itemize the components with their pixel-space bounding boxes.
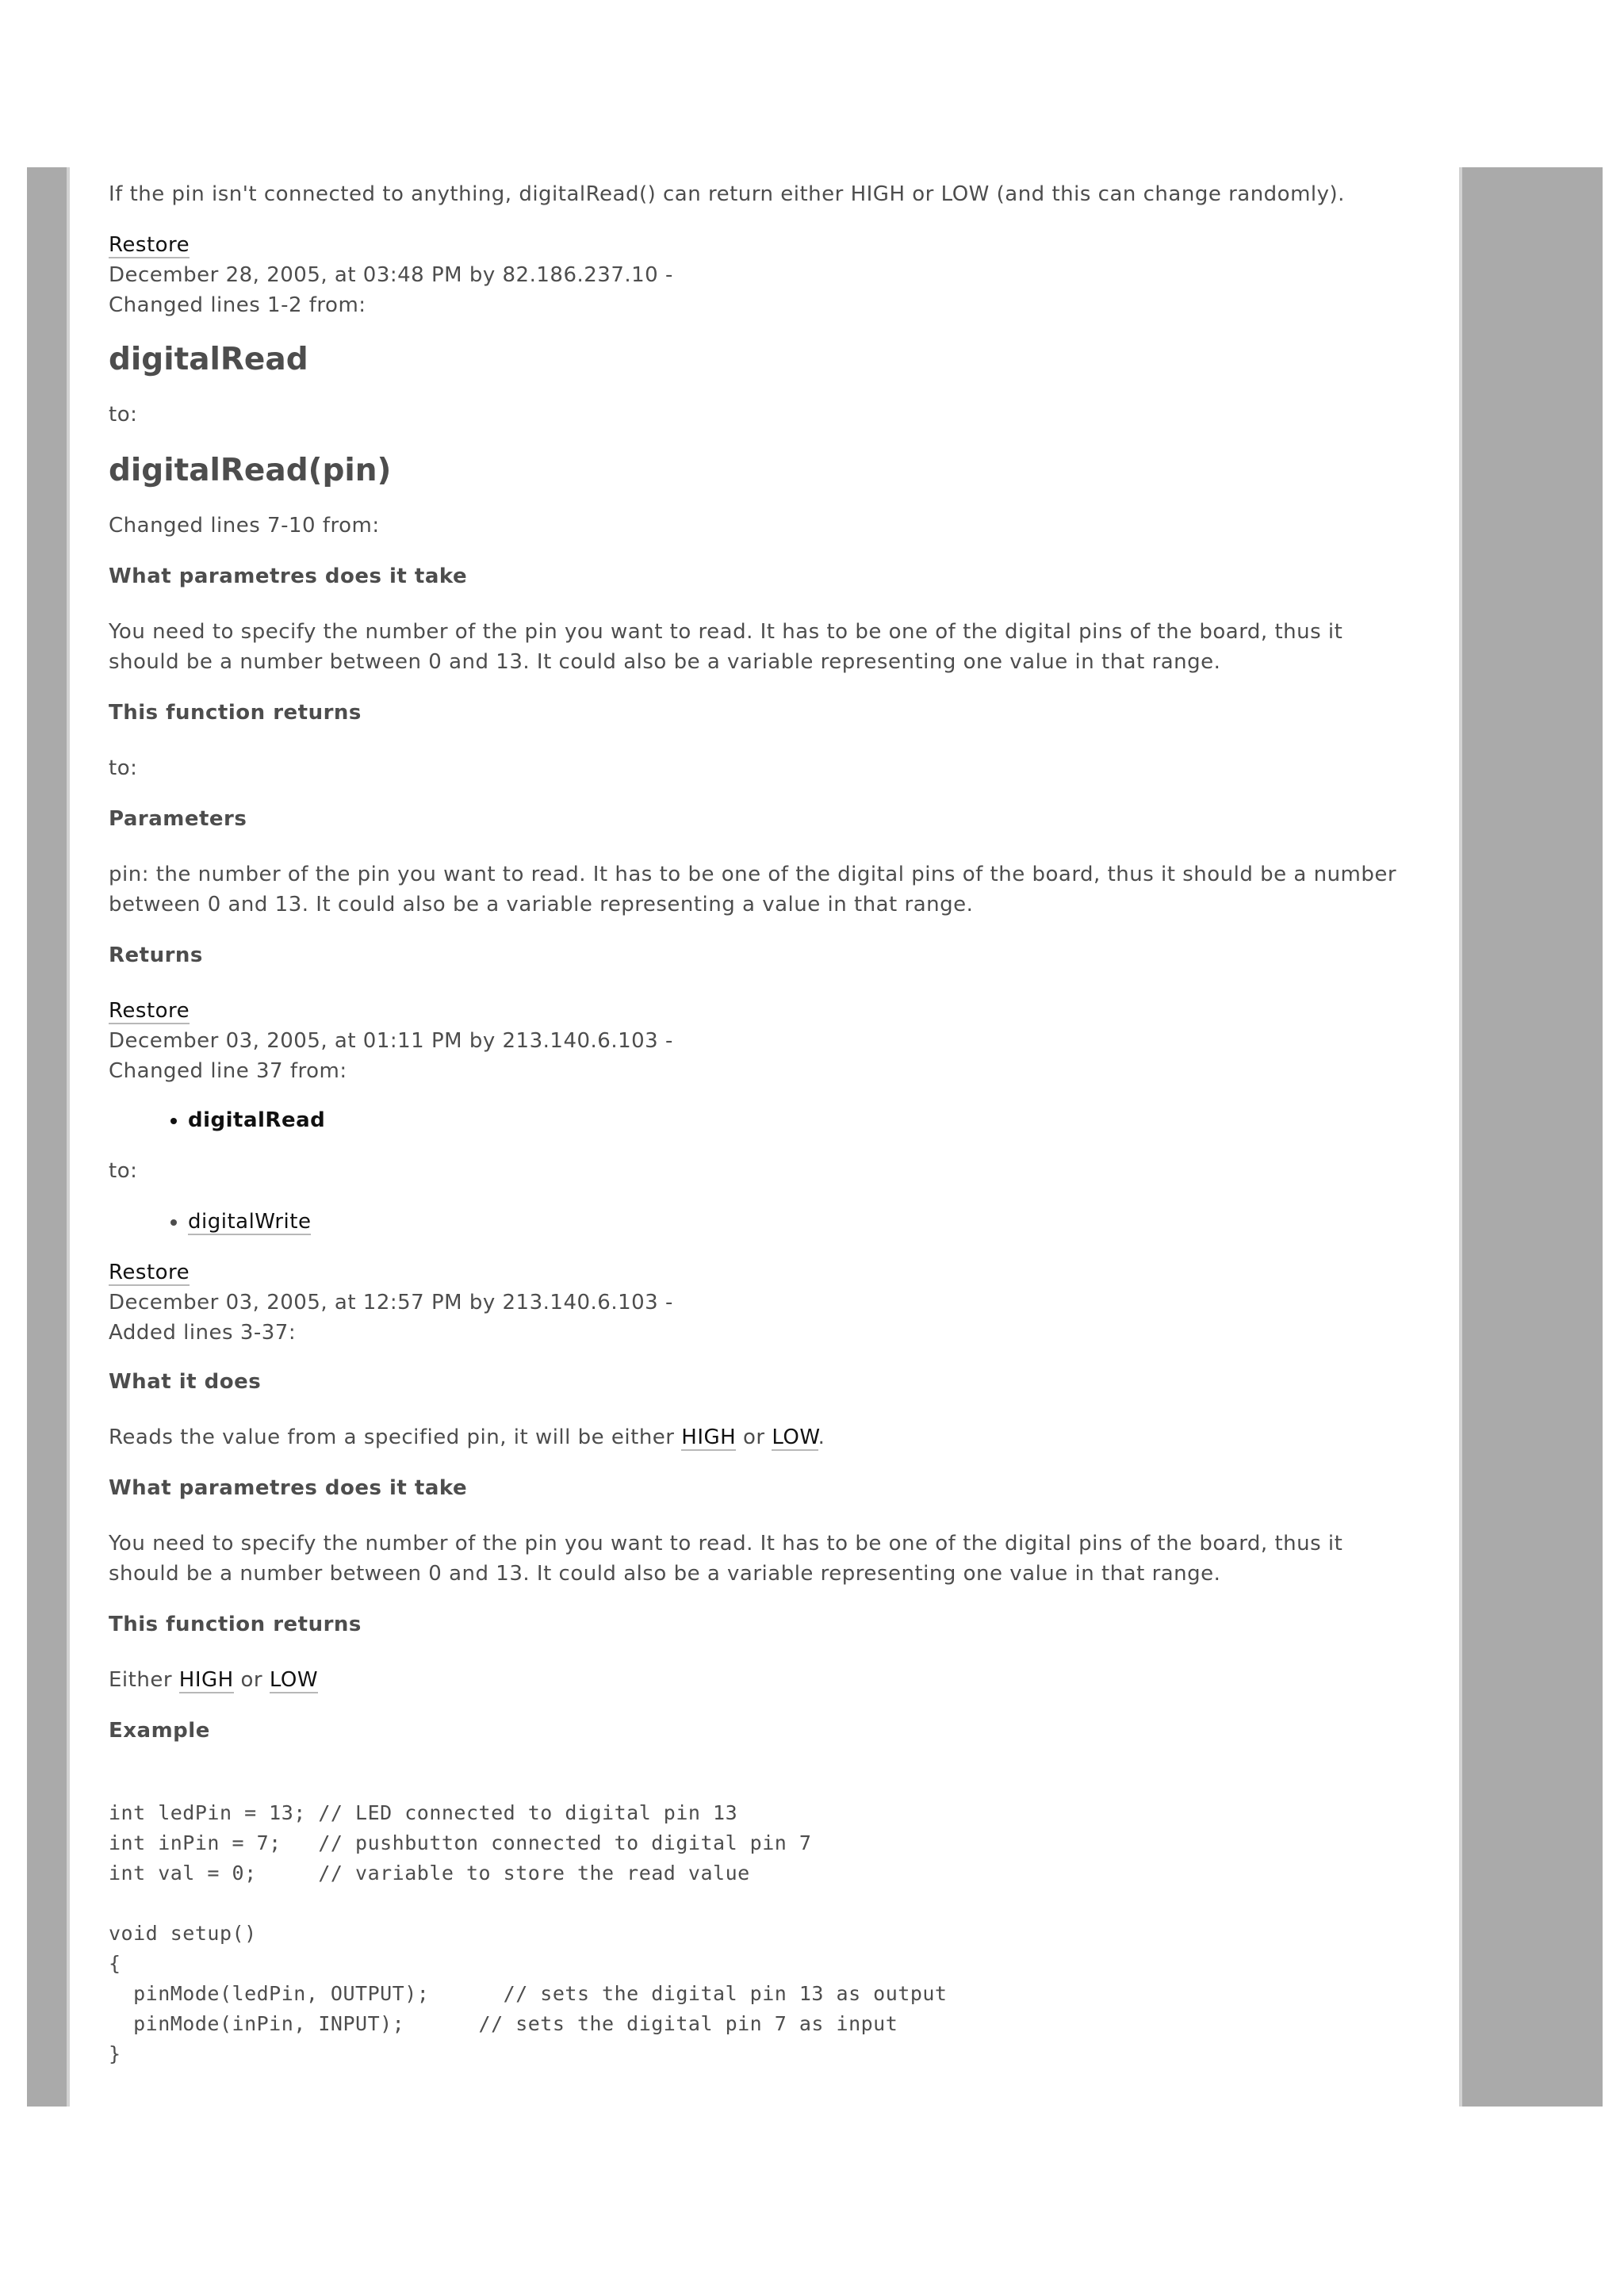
- section-heading: Example: [109, 1719, 210, 1743]
- intro-text: If the pin isn't connected to anything, digitalRead() can return either HIGH or LOW (and this can change randomly).: [109, 182, 1345, 206]
- section-heading: Returns: [109, 943, 203, 967]
- paragraph: Reads the value from a specified pin, it will be either HIGH or LOW.: [109, 1425, 825, 1449]
- change-summary: Changed line 37 from:: [109, 1059, 347, 1083]
- digitalwrite-link[interactable]: digitalWrite: [188, 1210, 312, 1234]
- revision-entry: [109, 996, 1409, 1086]
- restore-link[interactable]: Restore: [109, 999, 190, 1023]
- paragraph: You need to specify the number of the pin you want to read. It has to be one of the digital pins of the board, thus it should be a number between 0 and 13. It could also be a variable representing one value in that range.: [109, 620, 1343, 674]
- change-summary: Added lines 3-37:: [109, 1321, 297, 1345]
- right-sidebar-rail: [1459, 167, 1603, 2107]
- revision-meta: December 03, 2005, at 12:57 PM by 213.140.6.103 -: [109, 1291, 673, 1314]
- paragraph: You need to specify the number of the pin you want to read. It has to be one of the digital pins of the board, thus it should be a number between 0 and 13. It could also be a variable representing one value in that range.: [109, 1532, 1343, 1586]
- revision-entry: [109, 1257, 1409, 1348]
- paragraph: pin: the number of the pin you want to read. It has to be one of the digital pins of the board, thus it should be a number between 0 and 13. It could also be a variable representing a value in that range.: [109, 863, 1397, 916]
- section-heading: What parametres does it take: [109, 1476, 468, 1500]
- high-link[interactable]: HIGH: [681, 1425, 737, 1449]
- low-link[interactable]: LOW: [269, 1668, 319, 1692]
- to-label: to:: [109, 1159, 138, 1183]
- to-label: to:: [109, 756, 138, 780]
- list-item: [188, 1207, 1409, 1237]
- restore-link[interactable]: Restore: [109, 1261, 190, 1284]
- section-heading: This function returns: [109, 701, 362, 725]
- list: [109, 1105, 1409, 1135]
- page-history-content: [109, 179, 1409, 2069]
- change-summary: Changed lines 7-10 from:: [109, 514, 380, 538]
- new-title: digitalRead(pin): [109, 453, 392, 488]
- section-heading: Parameters: [109, 807, 247, 831]
- old-title: digitalRead: [109, 342, 308, 377]
- revision-meta: December 28, 2005, at 03:48 PM by 82.186.237.10 -: [109, 263, 673, 287]
- section-heading: What parametres does it take: [109, 564, 468, 588]
- revision-meta: December 03, 2005, at 01:11 PM by 213.140.6.103 -: [109, 1029, 673, 1053]
- revision-entry: [109, 230, 1409, 320]
- section-heading: What it does: [109, 1370, 262, 1394]
- left-sidebar-rail: [27, 167, 70, 2107]
- list-item: • digitalRead: [188, 1105, 1409, 1135]
- change-summary: Changed lines 1-2 from:: [109, 293, 366, 317]
- high-link[interactable]: HIGH: [178, 1668, 234, 1692]
- to-label: to:: [109, 403, 138, 427]
- section-heading: This function returns: [109, 1613, 362, 1636]
- code-example: int ledPin = 13; // LED connected to digital pin 13 int inPin = 7; // pushbutton connected to digital pin 7 int val = 0; // variable to store the read value void setup() { pinMode(ledPin, OUTPUT); // sets the digital pin 13 as output pinMode(inPin, INPUT); // sets the digital pin 7 as input }: [109, 1801, 948, 2065]
- paragraph: Either HIGH or LOW: [109, 1668, 319, 1692]
- list: [109, 1207, 1409, 1237]
- restore-link[interactable]: Restore: [109, 233, 190, 257]
- low-link[interactable]: LOW: [772, 1425, 818, 1449]
